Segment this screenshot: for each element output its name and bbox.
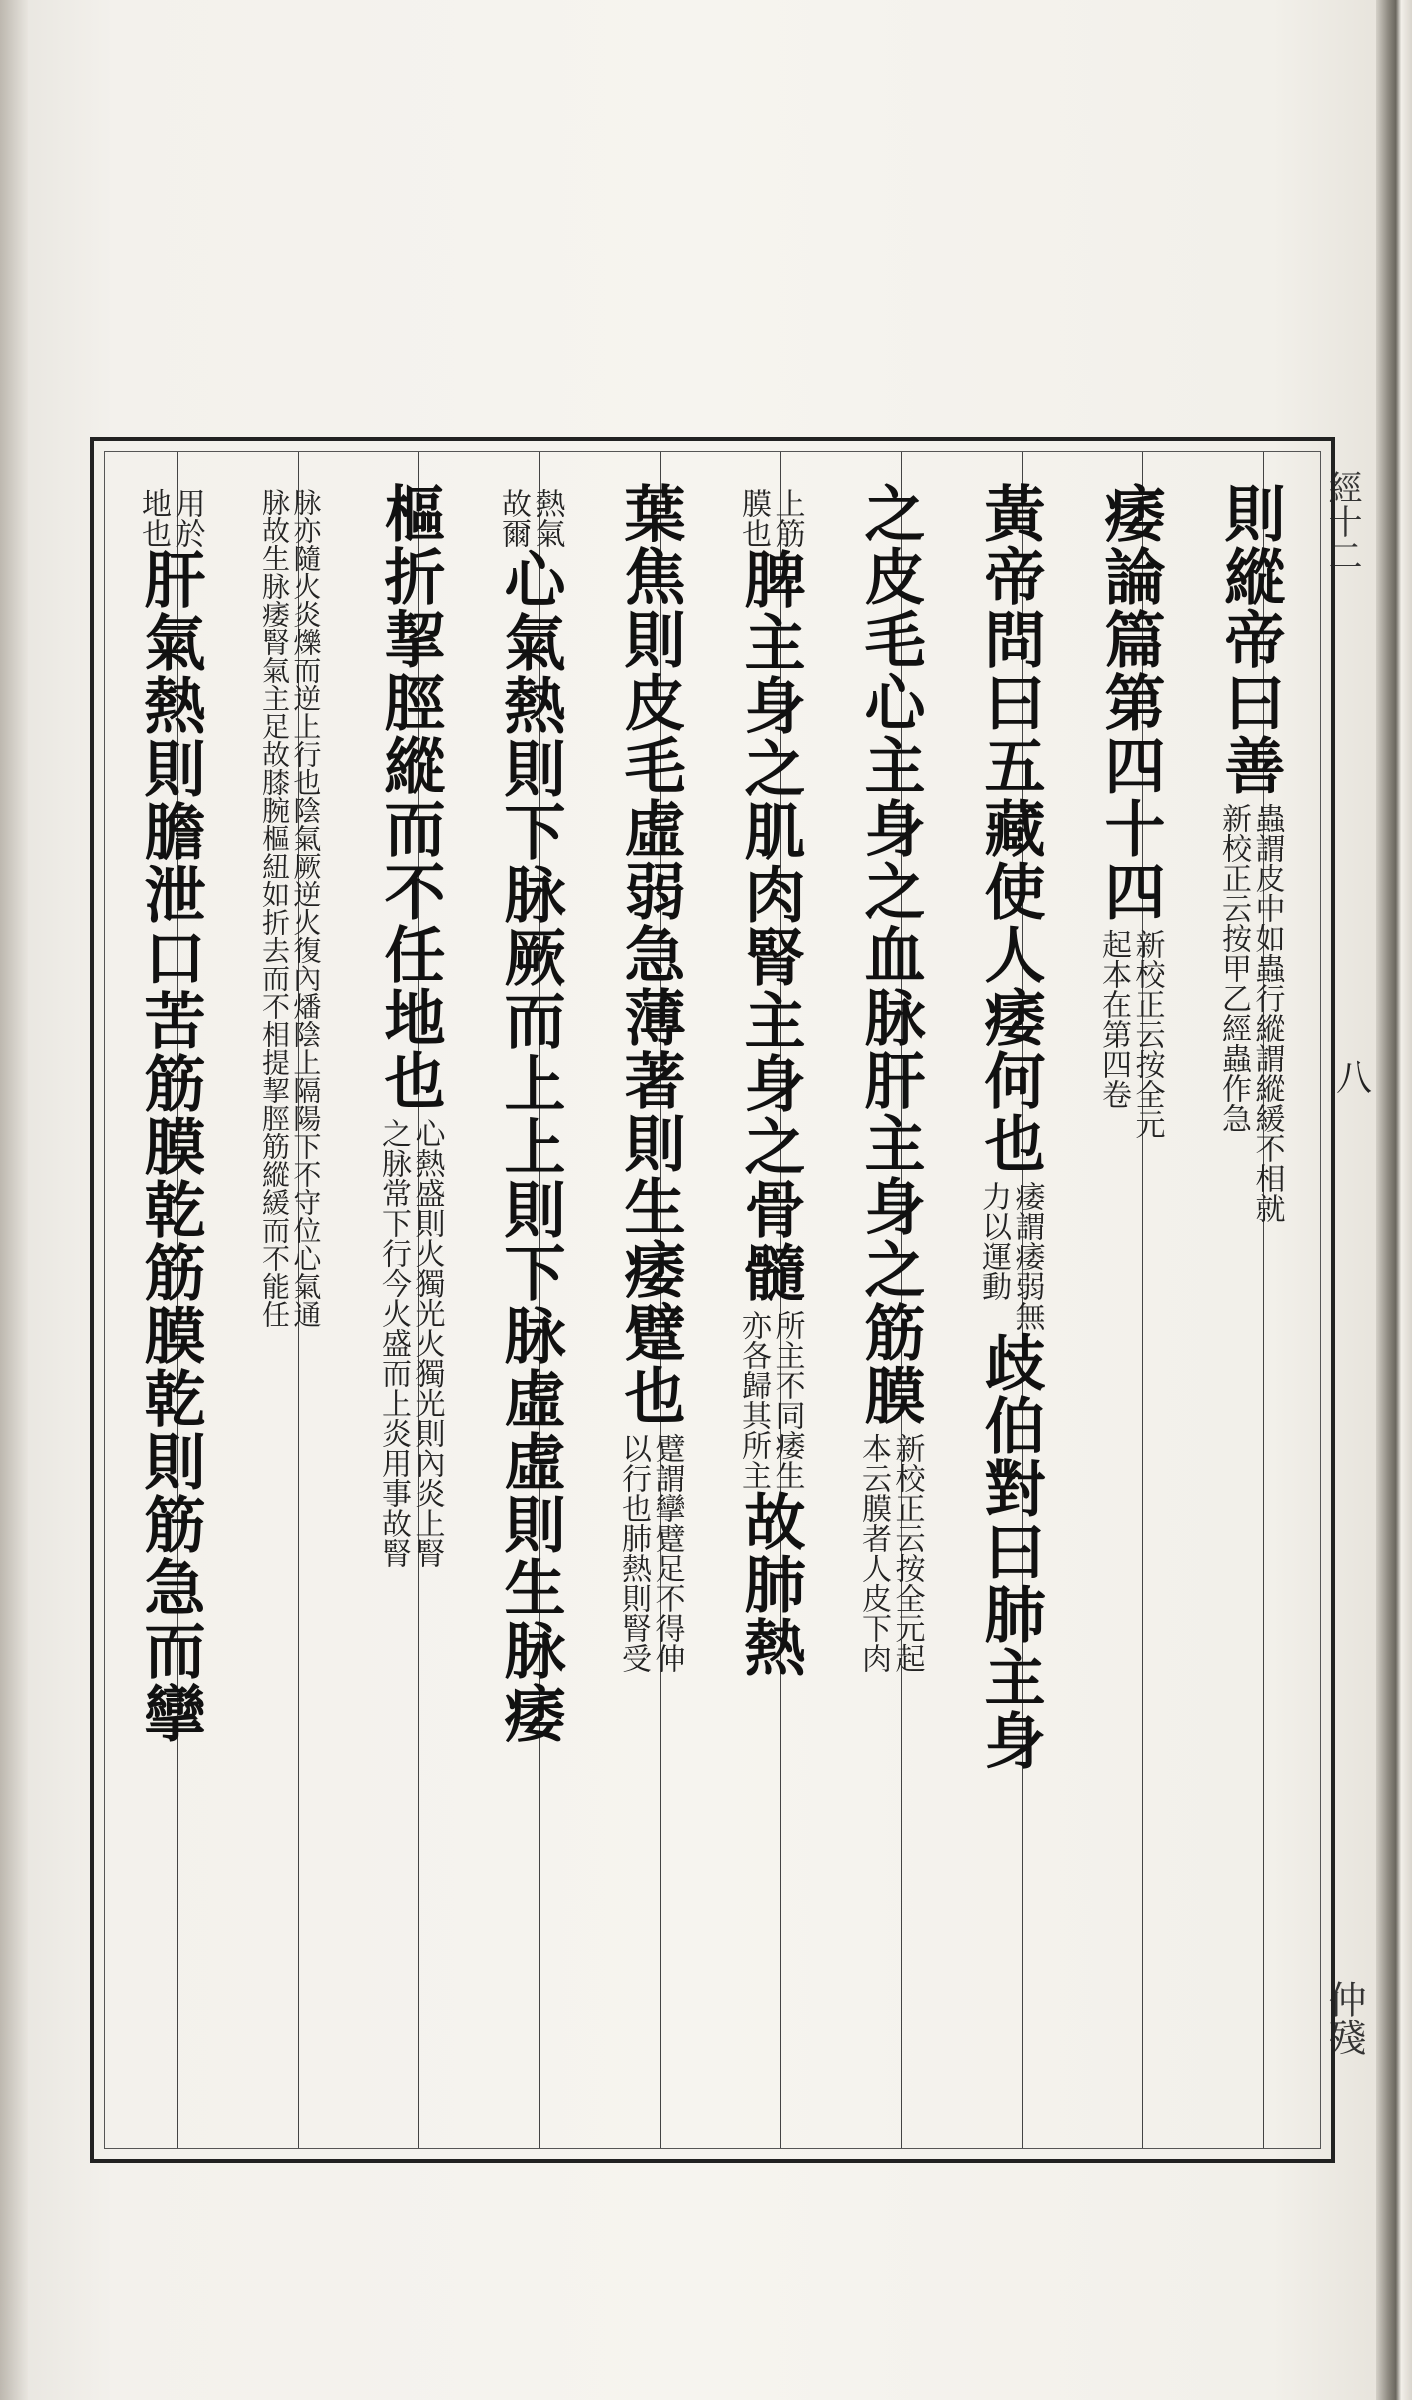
commentary-pair: [978, 1175, 1043, 1331]
text-frame-inner-border: [104, 451, 1321, 2149]
text-column-1: [1190, 482, 1310, 2132]
text-column-8: [350, 482, 470, 2132]
text-column-9: [230, 482, 350, 2132]
commentary-text: 新校正云按全元: [1129, 929, 1165, 1139]
commentary-text: 新校正云按甲乙經蟲作急: [1216, 803, 1251, 1133]
commentary-text: 所主不同痿生: [769, 1310, 805, 1490]
chapter-heading: 痿論篇第四十四: [1094, 482, 1166, 923]
main-text: 肝氣熱則膽泄口苦筋膜乾筋膜乾則筋急而攣: [134, 548, 206, 1745]
text-column-10: [110, 482, 230, 2132]
commentary-pair: [738, 482, 803, 548]
main-text: 脾主身之肌肉腎主身之骨髓: [734, 548, 806, 1304]
commentary-text: 痿謂痿弱無: [1009, 1181, 1045, 1331]
commentary-text: 熱氣: [529, 488, 565, 548]
commentary-pair: [498, 482, 563, 548]
commentary-pair: [138, 482, 203, 548]
text-column-5: [710, 482, 830, 2132]
main-text: 則縱帝曰善: [1214, 482, 1286, 797]
main-text: 之皮毛心主身之血脉肝主身之筋膜: [854, 482, 926, 1427]
commentary-text: 地也: [136, 488, 171, 548]
page-gutter-shadow: [0, 0, 28, 2400]
text-column-4: [830, 482, 950, 2132]
commentary-text: 故爾: [496, 488, 531, 548]
commentary-text: 新校正云按全元起: [889, 1433, 925, 1673]
commentary-text: 亦各歸其所主: [736, 1310, 771, 1490]
text-column-7: [470, 482, 590, 2132]
page-number: 八: [1335, 1058, 1372, 1099]
commentary-pair: [378, 1112, 443, 1568]
text-column-2: [1070, 482, 1190, 2132]
main-text: 歧伯對曰肺主身: [974, 1331, 1046, 1772]
commentary-text: 心熱盛則火獨光火獨光則內炎上腎: [409, 1118, 445, 1568]
commentary-text: 之脉常下行今火盛而上炎用事故腎: [376, 1118, 411, 1568]
commentary-text: 上筋: [769, 488, 805, 548]
text-frame: [90, 437, 1335, 2163]
commentary-pair: [858, 1427, 923, 1673]
margin-title-fragment: 經十二: [1322, 470, 1362, 572]
commentary-text: 蟲謂皮中如蟲行縱謂縱緩不相就: [1249, 803, 1285, 1223]
commentary-text: 起本在第四卷: [1096, 929, 1131, 1109]
commentary-pair: [618, 1427, 683, 1673]
commentary-pair: [1218, 797, 1283, 1223]
main-text: 樞折挈脛縱而不任地也: [374, 482, 446, 1112]
commentary-pair: [1098, 923, 1163, 1139]
commentary-text: 脉故生脉痿腎氣主足故膝腕樞紐如折去而不相提挈脛筋縱緩而不能任: [258, 488, 291, 1328]
commentary-text: 本云膜者人皮下肉: [856, 1433, 891, 1673]
commentary-pair: [738, 1304, 803, 1490]
main-text: 故肺熱: [734, 1490, 806, 1679]
commentary-text: 躄謂攣躄足不得伸: [649, 1433, 685, 1673]
commentary-text: 脉亦隨火炎爍而逆上行也陰氣厥逆火復內燔陰上隔陽下不守位心氣通: [289, 488, 323, 1328]
main-text: 黃帝問曰五藏使人痿何也: [974, 482, 1046, 1175]
margin-bottom-fragment: 仲殘: [1322, 1980, 1366, 2056]
commentary-text: 膜也: [736, 488, 771, 548]
commentary-text: 以行也肺熱則腎受: [616, 1433, 651, 1673]
commentary-text: 用於: [169, 488, 205, 548]
main-text: 心氣熱則下脉厥而上上則下脉虛虛則生脉痿: [494, 548, 566, 1745]
text-column-3: [950, 482, 1070, 2132]
text-column-6: [590, 482, 710, 2132]
commentary-pair: [260, 482, 321, 1328]
main-text: 葉焦則皮毛虛弱急薄著則生痿躄也: [614, 482, 686, 1427]
commentary-text: 力以運動: [976, 1181, 1011, 1301]
page-binding-edge: [1376, 0, 1412, 2400]
